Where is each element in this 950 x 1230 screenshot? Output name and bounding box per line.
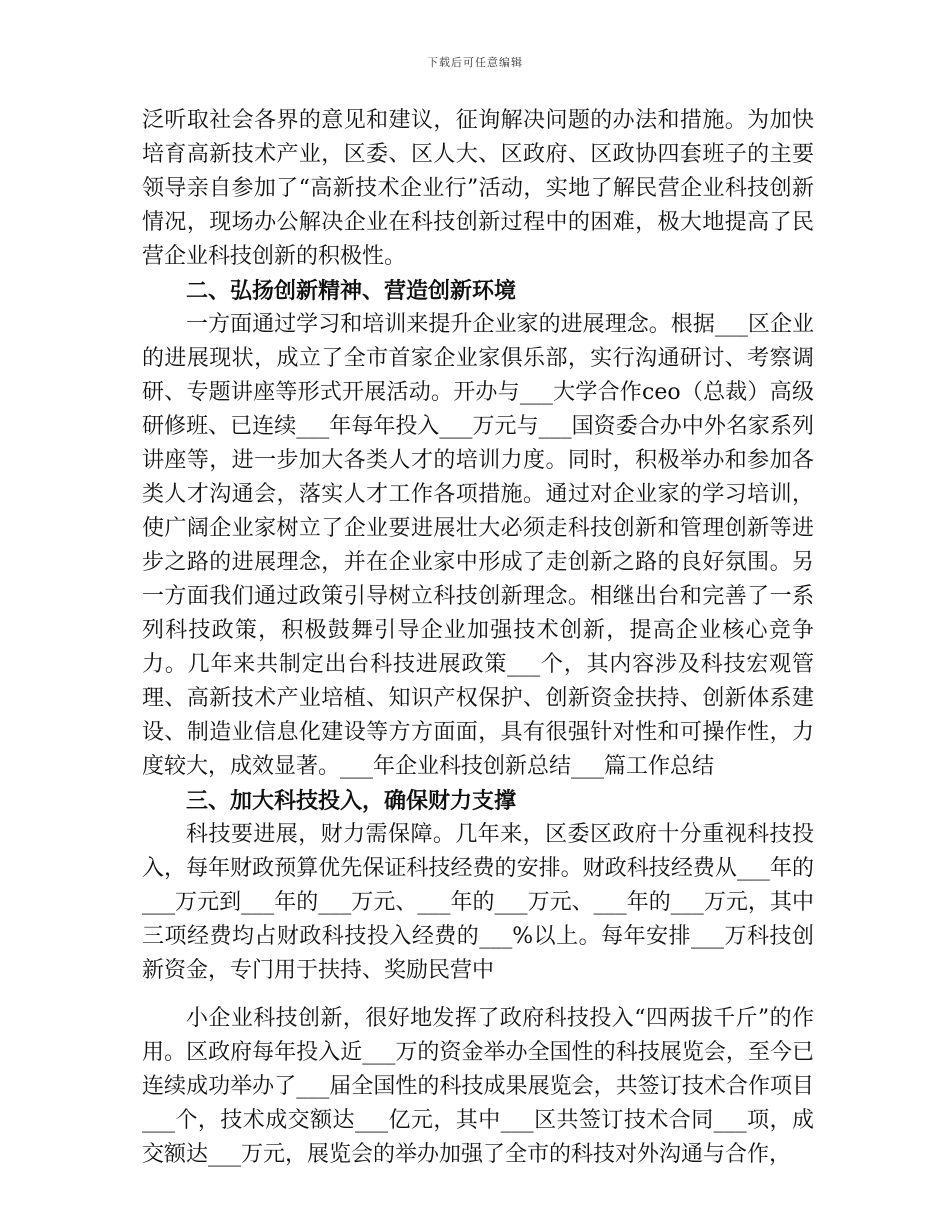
paragraph-sme-innovation: 小企业科技创新，很好地发挥了政府科技投入“四两拔千斤”的作用。区政府每年投入近___万的资金举办全国性的科技展览会，至今已连续成功举办了___届全国性的科技成果展览会，共签订技术合作项目___个，技术成交额达___亿元，其中___区共签订技术合同___项，成交额达___万元，展览会的举办加强了全市的科技对外沟通与合作， [142,1006,814,1167]
section-heading-2: 二、弘扬创新精神、营造创新环境 [186,278,517,304]
document-body [142,104,814,1172]
paragraph-tech-investment: 科技要进展，财力需保障。几年来，区委区政府十分重视科技投入，每年财政预算优先保证科技经费的安排。财政科技经费从___年的___万元到___年的___万元、___年的___万元、___年的___万元，其中三项经费均占财政科技投入经费的___%以上。每年安排___万科技创新资金，专门用于扶持、奖励民营中 [142,822,814,983]
paragraph-innovation-spirit: 一方面通过学习和培训来提升企业家的进展理念。根据___区企业的进展现状，成立了全市首家企业家俱乐部，实行沟通研讨、考察调研、专题讲座等形式开展活动。开办与___大学合作ceo（总裁）高级研修班、已连续___年每年投入___万元与___国资委合办中外名家系列讲座等，进一步加大各类人才的培训力度。同时，积极举办和参加各类人才沟通会，落实人才工作各项措施。通过对企业家的学习培训，使广阔企业家树立了企业要进展壮大必须走科技创新和管理创新等进步之路的进展理念，并在企业家中形成了走创新之路的良好氛围。另一方面我们通过政策引导树立科技创新理念。相继出台和完善了一系列科技政策，积极鼓舞引导企业加强技术创新，提高企业核心竞争力。几年来共制定出台科技进展政策___个，其内容涉及科技宏观管理、高新技术产业培植、知识产权保护、创新资金扶持、创新体系建设、制造业信息化建设等方方面面，具有很强针对性和可操作性，力度较大，成效显著。___年企业科技创新总结___篇工作总结 [142,312,814,779]
page-header: 下载后可任意编辑 [427,56,523,69]
paragraph-continued: 泛听取社会各界的意见和建议，征询解决问题的办法和措施。为加快培育高新技术产业，区委、区人大、区政府、区政协四套班子的主要领导亲自参加了“高新技术企业行”活动，实地了解民营企业科技创新情况，现场办公解决企业在科技创新过程中的困难，极大地提高了民营企业科技创新的积极性。 [142,108,814,269]
section-heading-3: 三、加大科技投入，确保财力支撑 [186,788,517,814]
